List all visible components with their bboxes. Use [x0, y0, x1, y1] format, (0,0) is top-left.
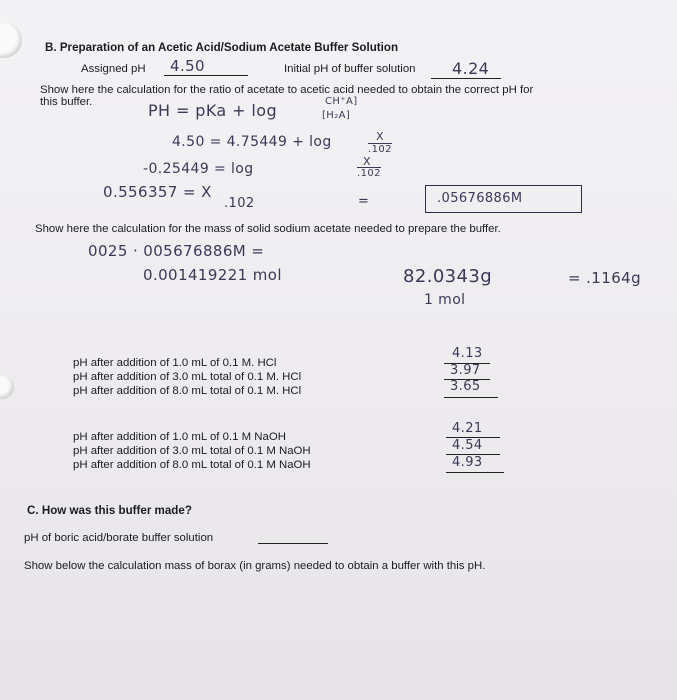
borax-instruction: Show below the calculation mass of borax (in grams) needed to obtain a buffer with this pH. [24, 560, 486, 572]
work-line-2-den: .102 [357, 168, 381, 179]
boric-ph-blank [258, 543, 328, 544]
ratio-instruction-line1: Show here the calculation for the ratio of acetate to acetic acid needed to obtain the correct pH for [40, 84, 534, 96]
naoh-1-value: 4.21 [452, 421, 483, 436]
naoh-3-label: pH after addition of 3.0 mL total of 0.1 M NaOH [73, 445, 311, 457]
naoh-1-label: pH after addition of 1.0 mL of 0.1 M NaOH [73, 431, 286, 443]
assigned-ph-label: Assigned pH [81, 63, 146, 75]
work-line-3-den: .102 [224, 196, 255, 211]
hh-numerator: CH⁺A] [325, 96, 358, 107]
hcl-3-blank [444, 379, 490, 380]
work-line-3: 0.556357 = X [103, 183, 212, 201]
work-line-1-den: .102 [368, 144, 392, 155]
section-c-title: How was this buffer made? [41, 504, 192, 517]
section-b-letter: B. [45, 41, 57, 54]
work-line-1-num: X [376, 130, 384, 143]
hcl-3-value: 3.97 [450, 363, 481, 378]
section-b-heading [45, 41, 398, 54]
mass-work-line-2: 0.001419221 mol [143, 266, 282, 284]
work-line-1: 4.50 = 4.75449 + log [172, 134, 332, 150]
hcl-1-label: pH after addition of 1.0 mL of 0.1 M. HCl [73, 357, 277, 369]
hcl-8-value: 3.65 [450, 379, 481, 394]
hcl-1-value: 4.13 [452, 346, 483, 361]
initial-ph-value: 4.24 [452, 59, 490, 78]
naoh-3-blank [446, 454, 500, 455]
naoh-8-label: pH after addition of 8.0 mL total of 0.1 M NaOH [73, 459, 311, 471]
initial-ph-label: Initial pH of buffer solution [284, 63, 416, 75]
hcl-8-label: pH after addition of 8.0 mL total of 0.1 M. HCl [73, 385, 302, 397]
mass-instruction: Show here the calculation for the mass of solid sodium acetate needed to prepare the buffer. [35, 223, 501, 235]
work-line-2: -0.25449 = log [143, 161, 254, 177]
section-c-letter: C. [27, 504, 39, 517]
binder-hole-top [0, 22, 22, 58]
mass-work-per-mol: 1 mol [424, 292, 466, 308]
section-b-title: Preparation of an Acetic Acid/Sodium Acetate Buffer Solution [59, 41, 399, 54]
mass-work-result: = .1164g [568, 269, 641, 287]
binder-hole-bottom [0, 375, 14, 399]
hh-equation: PH = pKa + log [148, 101, 277, 120]
naoh-8-blank [446, 472, 504, 473]
naoh-1-blank [446, 437, 500, 438]
mass-work-molar-mass: 82.0343g [403, 266, 493, 287]
hcl-8-blank [444, 397, 498, 398]
naoh-8-value: 4.93 [452, 455, 483, 470]
naoh-3-value: 4.54 [452, 438, 483, 453]
hh-denominator: [H₂A] [322, 110, 351, 121]
ratio-instruction-line2: this buffer. [40, 96, 93, 108]
mass-work-line-1: 0025 · 005676886M = [88, 242, 265, 260]
assigned-ph-blank [164, 75, 248, 76]
ratio-answer: .05676886M [437, 191, 523, 206]
initial-ph-blank [431, 78, 501, 79]
work-line-2-num: X [363, 155, 371, 168]
work-equals: = [358, 194, 370, 209]
boric-ph-label: pH of boric acid/borate buffer solution [24, 532, 214, 544]
assigned-ph-value: 4.50 [170, 57, 205, 75]
hcl-1-blank [444, 363, 490, 364]
section-c-heading [27, 504, 192, 517]
hcl-3-label: pH after addition of 3.0 mL total of 0.1 M. HCl [73, 371, 302, 383]
